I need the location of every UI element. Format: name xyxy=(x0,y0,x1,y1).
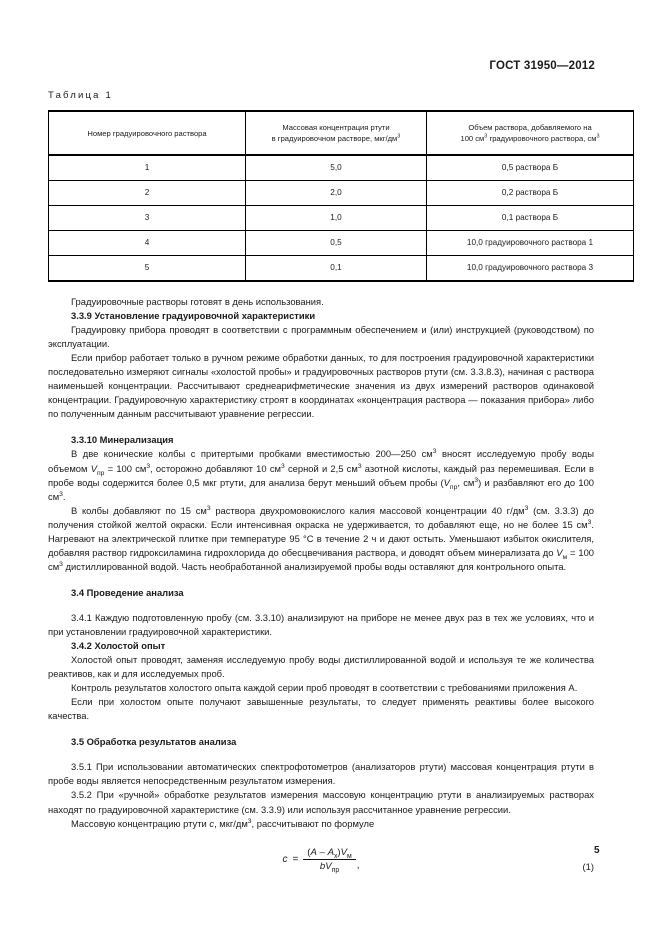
text-run: В колбы добавляют по 15 см xyxy=(71,504,207,516)
superscript: 3 xyxy=(524,504,529,512)
paragraph-3-4-2-a: Холостой опыт проводят, заменяя исследуемую пробу воды дистиллированной водой и используя те же количества реактивов, как и для исследуемых проб. xyxy=(48,654,594,680)
heading-3-3-9: 3.3.9 Установление градуировочной характеристики xyxy=(71,310,316,322)
formula-block xyxy=(48,847,594,887)
table-row xyxy=(49,181,634,206)
subscript: м xyxy=(347,852,352,860)
header-text: Номер градуировочного раствора xyxy=(87,128,207,138)
text-run: , осторожно добавляют 10 см xyxy=(150,462,281,474)
table-row xyxy=(49,206,634,231)
table-header-solution-number xyxy=(49,111,246,155)
standard-header: ГОСТ 31950—2012 xyxy=(489,60,595,72)
superscript: 3 xyxy=(432,448,437,456)
text-run: серной и 2,5 см xyxy=(284,462,358,474)
text-run: , рассчитывают по формуле xyxy=(251,817,375,829)
variable-mineralizate-volume: V xyxy=(340,846,348,858)
paragraph-3-4-2-c: Если при холостом опыте получают завышенные результаты, то следует применять реактивы более высокого качества. xyxy=(48,696,594,722)
formula-fraction xyxy=(303,847,356,872)
header-text-line1: Объем раствора, добавляемого на xyxy=(468,123,592,132)
subscript: пр xyxy=(96,469,105,477)
superscript: 3 xyxy=(397,133,401,140)
variable-absorbance: A xyxy=(310,846,317,858)
paragraph-3-3-10-a xyxy=(48,447,594,503)
superscript: 3 xyxy=(146,462,151,470)
text-run: раствора двухромовокислого калия массовой концентрации 40 г/дм xyxy=(210,504,525,516)
superscript: 3 xyxy=(206,504,211,512)
header-text-line2a: 100 см xyxy=(460,134,485,143)
subscript: пр xyxy=(449,483,458,491)
superscript: 3 xyxy=(59,490,63,498)
text-run: (см. 3.3.3) до получения стойкой желтой окраски. Если интенсивная окраска не удерживается, то добавляют еще, но не более 15 см xyxy=(48,504,594,530)
text-run: азотной кислоты, каждый раз перемешивая. Если в пробе воды содержится более 0,5 мкг ртути, для анализа берут меньший объем пробы ( xyxy=(48,462,594,488)
superscript: 3 xyxy=(596,133,600,140)
superscript: 3 xyxy=(587,518,592,526)
heading-3-4: 3.4 Проведение анализа xyxy=(71,586,184,598)
cell-volume: 10,0 градуировочного раствора 3 xyxy=(427,256,634,282)
cell-volume: 0,1 раствора Б xyxy=(427,206,634,231)
paragraph-3-5-1: 3.5.1 При использовании автоматических спектрофотометров (анализаторов ртути) массовая концентрация ртути в пробе воды является непосредственным результатом измерения. xyxy=(48,761,594,787)
cell-concentration: 0,5 xyxy=(246,231,427,256)
text-run: – xyxy=(316,846,328,858)
header-text-line2b: градуировочного раствора, см xyxy=(487,134,597,143)
text-run: , мкг/дм xyxy=(214,817,248,829)
cell-concentration: 5,0 xyxy=(246,155,427,181)
paragraph-3-3-10-b xyxy=(48,504,594,574)
formula-numerator xyxy=(303,847,356,860)
paragraph-formula-intro xyxy=(48,817,594,831)
subscript: х xyxy=(333,852,338,860)
table-caption: Таблица 1 xyxy=(48,90,113,101)
variable-sample-volume: V xyxy=(325,860,332,872)
cell-solution-number: 5 xyxy=(49,256,246,282)
superscript: 3 xyxy=(474,476,479,484)
page-content xyxy=(48,90,600,887)
paragraph-3-3-9-b: Если прибор работает только в ручном режиме обработки данных, то для построения градуировочной характеристики последовательно измеряют сигналы «холостой пробы» и градуировочных растворов ртути (см. 3.3.8.3), начиная с раствора наименьшей концентрации. Рассчитывают среднеарифметические значения из двух измерений растворов одинаковой концентрации. Градуировочную характеристику строят в координатах «концентрация раствора — показания прибора» либо по полученным данным рассчитывают уравнение регрессии. xyxy=(48,352,594,420)
cell-volume: 0,2 раствора Б xyxy=(427,181,634,206)
paragraph-3-3-9-a: Градуировку прибора проводят в соответствии с программным обеспечением и (или) инструкцией (руководством) по эксплуатации. xyxy=(48,324,594,350)
text-run: дистиллированной водой. Часть необработанной анализируемой пробы воды оставляют для контрольного опыта. xyxy=(62,560,567,572)
header-text-line1: Массовая концентрация ртути xyxy=(282,123,390,132)
paragraph-3-5-2: 3.5.2 При «ручной» обработке результатов измерения массовую концентрацию ртути в анализируемых растворах находят по градуировочной характеристике (см. 3.3.9) или используя рассчитанное уравнение регрессии. xyxy=(48,789,594,815)
cell-concentration: 2,0 xyxy=(246,181,427,206)
table-header-solution-volume xyxy=(427,111,634,155)
variable-slope: b xyxy=(319,860,326,872)
text-run: вносят исследуемую пробу воды объемом xyxy=(48,448,594,474)
cell-volume: 0,5 раствора Б xyxy=(427,155,634,181)
heading-3-4-2: 3.4.2 Холостой опыт xyxy=(71,640,166,652)
cell-concentration: 1,0 xyxy=(246,206,427,231)
paragraph-prepare-day: Градуировочные растворы готовят в день использования. xyxy=(71,296,324,307)
calibration-solutions-table xyxy=(48,110,634,282)
table-head xyxy=(49,111,634,155)
paragraph-3-4-1: 3.4.1 Каждую подготовленную пробу (см. 3.3.10) анализируют на приборе не менее двух раз в тех же условиях, что и при установлении градуировочной характеристики. xyxy=(48,611,594,637)
text-run: ( xyxy=(307,846,311,858)
table-row xyxy=(49,155,634,181)
text-run: . xyxy=(62,490,66,502)
formula-equals-sign: = xyxy=(292,853,299,865)
text-run: Массовую концентрацию ртути xyxy=(71,817,210,829)
superscript: 3 xyxy=(59,560,63,568)
formula-denominator xyxy=(316,860,343,872)
table-row xyxy=(49,231,634,256)
text-run: ) и разбавляют его до 100 см xyxy=(48,476,595,502)
formula-number: (1) xyxy=(582,860,594,872)
page-number: 5 xyxy=(594,845,600,856)
text-run: В две конические колбы с притертыми пробками вместимостью 200—250 см xyxy=(71,448,433,460)
cell-concentration: 0,1 xyxy=(246,256,427,282)
variable-mineralizate-volume: V xyxy=(556,546,563,558)
subscript: пр xyxy=(331,866,340,874)
table-header-row xyxy=(49,111,634,155)
cell-solution-number: 4 xyxy=(49,231,246,256)
superscript: 3 xyxy=(357,462,362,470)
header-text-line2: в градуировочном растворе, мкг/дм xyxy=(271,134,398,143)
variable-concentration: c xyxy=(209,817,215,829)
table-body xyxy=(49,155,634,281)
cell-solution-number: 2 xyxy=(49,181,246,206)
heading-3-5: 3.5 Обработка результатов анализа xyxy=(71,736,237,748)
heading-3-3-10: 3.3.10 Минерализация xyxy=(71,434,174,446)
superscript: 3 xyxy=(247,817,252,825)
cell-solution-number: 1 xyxy=(49,155,246,181)
superscript: 3 xyxy=(280,462,285,470)
table-header-mercury-concentration xyxy=(246,111,427,155)
text-run: = 100 см xyxy=(104,462,147,474)
table-row xyxy=(49,256,634,282)
superscript: 3 xyxy=(484,133,488,140)
paragraph-3-4-2-b: Контроль результатов холостого опыта каждой серии проб проводят в соответствии с требованиями приложения А. xyxy=(71,682,578,694)
text-run: . Нагревают на электрической плитке при температуре 95 °С в течение 2 ч и дают остыть. Уменьшают избыток окислителя, добавляя раствор гидроксиламина гидрохлорида до обесцвечивания раствора, и доводят объем минерализата до xyxy=(48,518,594,558)
formula-trailing-comma: , xyxy=(356,859,360,871)
subscript: м xyxy=(562,553,568,561)
text-run: = 100 см xyxy=(48,546,595,572)
text-run: , см xyxy=(457,476,475,488)
variable-blank-absorbance: A xyxy=(327,846,334,858)
variable-sample-volume: V xyxy=(443,476,450,488)
formula-left-side: c xyxy=(282,853,288,865)
variable-sample-volume: V xyxy=(90,462,97,474)
formula-expression xyxy=(48,847,594,872)
cell-volume: 10,0 градуировочного раствора 1 xyxy=(427,231,634,256)
cell-solution-number: 3 xyxy=(49,206,246,231)
text-run: ) xyxy=(337,846,341,858)
